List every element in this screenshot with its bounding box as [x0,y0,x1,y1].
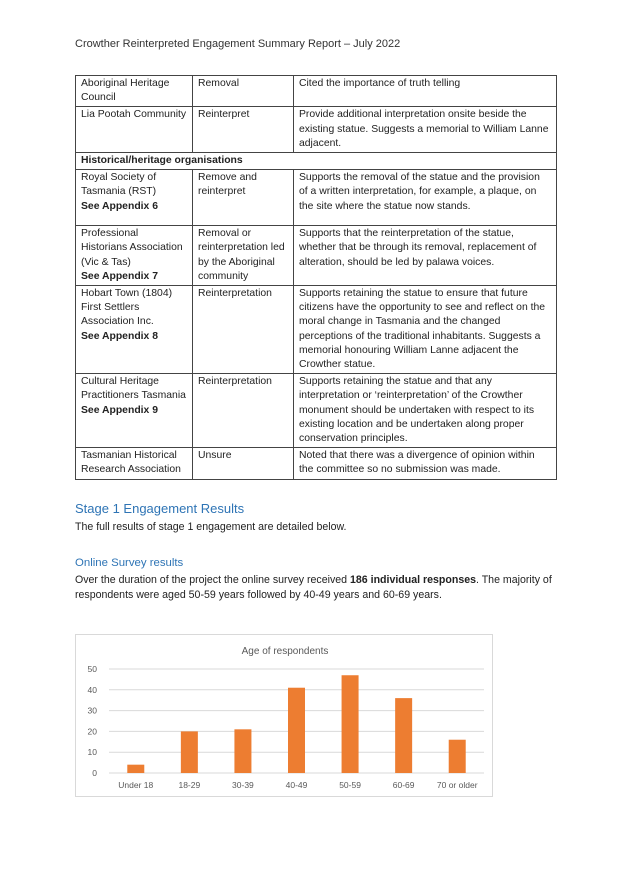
bar [288,688,305,773]
org-name: Cultural Heritage Practitioners Tasmania [81,376,186,402]
bar [342,675,359,773]
org-cell: Aboriginal Heritage Council [76,76,193,107]
comment-cell: Cited the importance of truth telling [294,76,557,107]
table-row [76,226,557,286]
comment-cell: Noted that there was a divergence of opinion within the committee so no submission was made. [294,448,557,479]
table-row [76,448,557,479]
comment-cell: Supports the removal of the statue and the provision of a written interpretation, for example, a plaque, on the site where the statue now stands. [294,170,557,226]
table-row [76,374,557,448]
position-cell: Reinterpretation [193,374,294,448]
position-cell: Unsure [193,448,294,479]
bar [127,765,144,773]
position-cell: Reinterpretation [193,286,294,374]
org-cell [76,170,193,226]
comment-cell: Supports retaining the statue to ensure that future citizens have the opportunity to see and reflect on the moral change in Tasmania and the changed perceptions of the traditional inhabitants. Suggests a memorial honouring William Lanne adjacent the Crowther statue. [294,286,557,374]
chart-svg [76,635,492,796]
x-tick-label: Under 18 [118,780,154,790]
section-label: Historical/heritage organisations [76,153,557,170]
org-cell: Lia Pootah Community [76,107,193,153]
comment-cell: Supports retaining the statue and that any interpretation or ‘reinterpretation’ of the Crowther monument should be undertaken with respect to its existing location and be undertaken along proper conservation principles. [294,374,557,448]
x-tick-label: 70 or older [436,780,478,790]
position-cell: Remove and reinterpret [193,170,294,226]
comment-cell: Provide additional interpretation onsite beside the existing statue. Suggests a memorial to William Lanne adjacent. [294,107,557,153]
bar [395,698,412,773]
stage-heading: Stage 1 Engagement Results [75,501,245,516]
bar [449,740,466,773]
y-tick-label: 20 [87,726,97,737]
x-tick-label: 18-29 [178,780,201,790]
survey-heading: Online Survey results [75,557,184,569]
organisation-table [75,75,557,480]
appendix-reference: See Appendix 9 [81,404,158,416]
org-cell [76,226,193,286]
position-cell: Reinterpret [193,107,294,153]
chart-title: Age of respondents [241,646,329,657]
table-row [76,107,557,153]
survey-paragraph [75,573,555,603]
y-tick-label: 10 [87,747,97,758]
x-tick-label: 30-39 [232,780,254,790]
position-cell: Removal [193,76,294,107]
comment-cell: Supports that the reinterpretation of the statue, whether that be through its removal, replacement of alteration, should be led by palawa voices. [294,226,557,286]
bar [181,731,198,773]
survey-text-before: Over the duration of the project the online survey received [75,574,351,586]
appendix-reference: See Appendix 7 [81,270,158,282]
survey-text-bold: 186 individual responses [350,574,477,586]
org-name: Professional Historians Association (Vic & Tas) [81,228,183,268]
table-row [76,286,557,374]
bar [234,729,251,773]
position-cell: Removal or reinterpretation led by the Aboriginal community [193,226,294,286]
y-tick-label: 40 [87,684,97,695]
age-chart [75,634,493,797]
x-tick-label: 60-69 [392,780,415,790]
org-cell [76,374,193,448]
section-row [76,153,557,170]
org-name: Hobart Town (1804) First Settlers Association Inc. [81,288,173,328]
table-row [76,170,557,226]
org-cell [76,286,193,374]
stage-text: The full results of stage 1 engagement are detailed below. [75,521,347,533]
y-tick-label: 50 [87,664,97,674]
appendix-reference: See Appendix 8 [81,330,158,342]
x-tick-label: 50-59 [339,780,361,790]
org-name: Royal Society of Tasmania (RST) [81,172,157,198]
table-row [76,76,557,107]
page-header: Crowther Reinterpreted Engagement Summary Report – July 2022 [75,38,401,50]
survey-text-after: . The majority of respondents were aged 50-59 years followed by 40-49 years and 60-69 years. [75,574,552,601]
y-tick-label: 0 [92,768,97,778]
org-cell: Tasmanian Historical Research Association [76,448,193,479]
y-tick-label: 30 [87,705,97,716]
x-tick-label: 40-49 [285,780,308,790]
appendix-reference: See Appendix 6 [81,200,158,212]
